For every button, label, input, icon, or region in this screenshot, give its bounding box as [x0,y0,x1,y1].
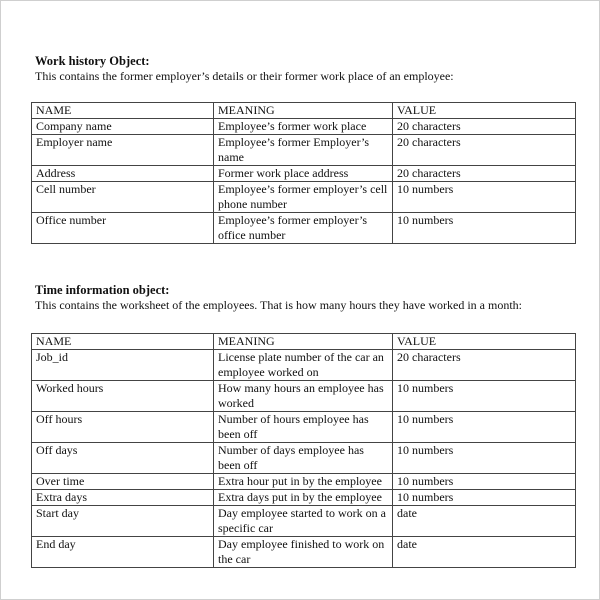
table-row [32,412,576,443]
table-row [32,381,576,412]
cell-name: Office number [32,213,214,244]
table-header-row [32,103,576,119]
table-row [32,474,576,490]
cell-name: Off hours [32,412,214,443]
cell-name: Extra days [32,490,214,506]
cell-meaning: Day employee finished to work on the car [214,537,393,568]
cell-meaning: Number of days employee has been off [214,443,393,474]
cell-meaning: Extra hour put in by the employee [214,474,393,490]
cell-value: 20 characters [393,350,576,381]
cell-value: 10 numbers [393,490,576,506]
cell-meaning: Employee’s former Employer’s name [214,135,393,166]
cell-meaning: Extra days put in by the employee [214,490,393,506]
table-row [32,166,576,182]
section-title: Work history Object: [35,54,150,68]
cell-name: Company name [32,119,214,135]
time-information-table [31,333,576,568]
cell-value: 10 numbers [393,474,576,490]
table-row [32,443,576,474]
table-header-row [32,334,576,350]
cell-meaning: Employee’s former work place [214,119,393,135]
cell-name: End day [32,537,214,568]
cell-meaning: License plate number of the car an employee worked on [214,350,393,381]
section-description: This contains the former employer’s details or their former work place of an employee: [35,69,454,83]
cell-name: Worked hours [32,381,214,412]
cell-value: 10 numbers [393,443,576,474]
cell-meaning: Number of hours employee has been off [214,412,393,443]
time-information-section [31,283,575,568]
cell-value: 20 characters [393,166,576,182]
table-row [32,537,576,568]
cell-meaning: Day employee started to work on a specific car [214,506,393,537]
cell-name: Cell number [32,182,214,213]
cell-meaning: Former work place address [214,166,393,182]
cell-value: 20 characters [393,135,576,166]
cell-value: 10 numbers [393,182,576,213]
section-description: This contains the worksheet of the employees. That is how many hours they have worked in a month: [35,298,523,312]
table-row [32,350,576,381]
cell-meaning: Employee’s former employer’s cell phone number [214,182,393,213]
cell-name: Start day [32,506,214,537]
cell-value: date [393,506,576,537]
cell-name: Over time [32,474,214,490]
cell-value: 20 characters [393,119,576,135]
column-header-meaning: MEANING [214,103,393,119]
cell-value: date [393,537,576,568]
cell-meaning: Employee’s former employer’s office number [214,213,393,244]
column-header-meaning: MEANING [214,334,393,350]
table-row [32,135,576,166]
table-row [32,506,576,537]
work-history-section [31,54,575,244]
table-row [32,490,576,506]
column-header-value: VALUE [393,334,576,350]
section-title: Time information object: [35,283,170,297]
cell-name: Employer name [32,135,214,166]
table-row [32,119,576,135]
column-header-name: NAME [32,103,214,119]
work-history-table [31,102,576,244]
cell-value: 10 numbers [393,381,576,412]
cell-meaning: How many hours an employee has worked [214,381,393,412]
cell-value: 10 numbers [393,412,576,443]
cell-name: Address [32,166,214,182]
cell-name: Job_id [32,350,214,381]
table-row [32,213,576,244]
column-header-name: NAME [32,334,214,350]
table-row [32,182,576,213]
cell-value: 10 numbers [393,213,576,244]
cell-name: Off days [32,443,214,474]
column-header-value: VALUE [393,103,576,119]
